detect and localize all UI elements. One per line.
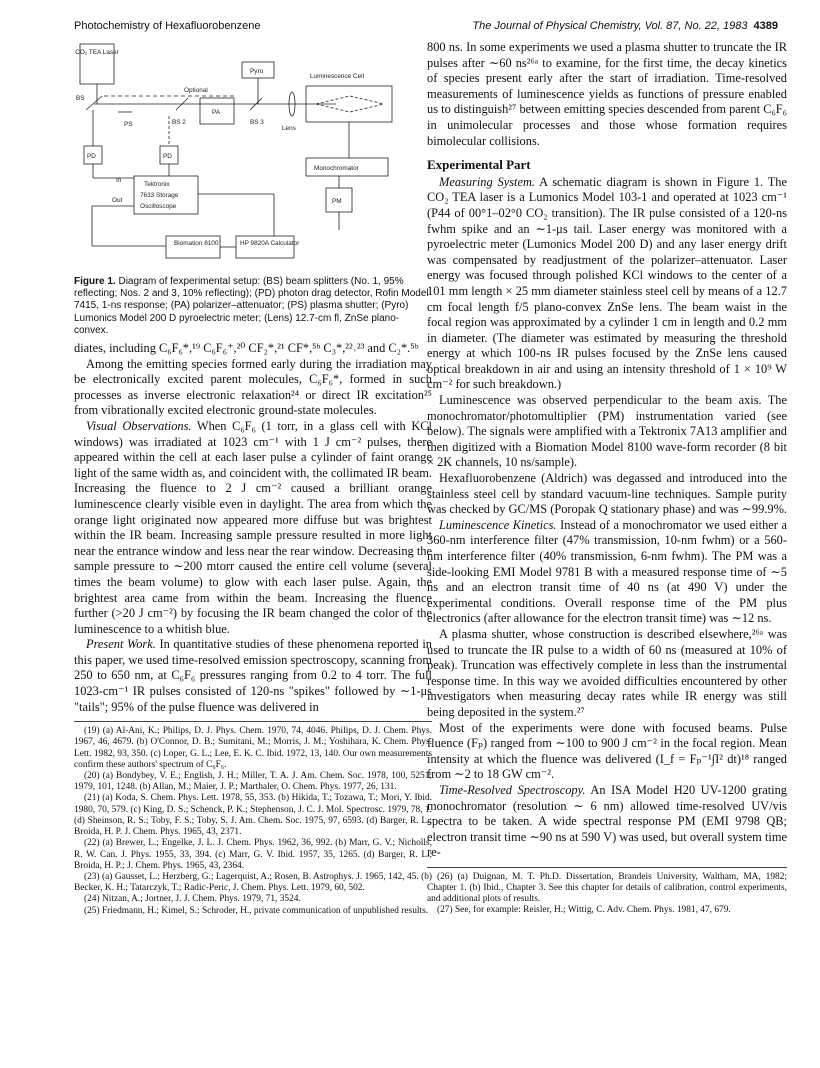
paragraph-plasma-intro: 800 ns. In some experiments we used a plasma shutter to truncate the IR pulses after ∼60 ns²⁶ᵃ to examine, for the first time, the decay kinetics of species present early after the start of irradiation. Time-resolved measurements of luminescence yields as functions of pressure enabled us to distinguish²⁷ between emitting species descended from parent C₆F₆ in unimolecular processes and those whose formation requires bimolecular collisions. [427,40,787,148]
biomation-label: Biomation 8100 [174,240,219,247]
cell-label: Luminescence Cell [310,73,364,80]
setup-diagram [74,40,432,270]
reference-20: (20) (a) Bondybey, V. E.; English, J. H.; Miller, T. A. J. Am. Chem. Soc. 1978, 100, 5251; 1979, 101, 1248. (b) Allan, M.; Maier, J. P.; Marthaler, O. Chem. Phys. 1977, 26, 131. [74,771,432,793]
reference-22: (22) (a) Brewer, L.; Engelke, J. L. J. Chem. Phys. 1962, 36, 992. (b) Marr, G. V.; Nicholls, R. W. Can. J. Phys. 1955, 33, 394. (c) Marr, G. V. Ibid. 1957, 35, 1265. (d) Barger, R. L.; Broida, H. P.; J. Chem. Phys. 1965, 43, 2364. [74,838,432,871]
journal-citation: The Journal of Physical Chemistry, Vol. 87, No. 22, 1983 [472,20,748,32]
scope-in-label: In [116,177,122,184]
paragraph-present-work [74,637,432,715]
kinetics-text: Instead of a monochromator we used either a 360-nm interference filter (47% transmission, 10-nm fwhm) or a 560-nm interference filter (40% transmission, 6-nm fwhm). The PM was a side-looking EMI Model 9781 B with a measured response time of ∼5 ns and an electron transit time of 40 ns (at 490 V) under the experimental conditions. Overall response time of the PM plus electronics (after allowance for the electron transit time) was ∼12 ns. [427,517,788,626]
cell-beam-b [316,104,350,112]
laser-label: CO₂ TEA Laser [75,49,119,56]
runin-measuring: Measuring System. [439,174,536,189]
paragraph-visual-observations [74,419,432,637]
paragraph-emitting-species: Among the emitting species formed early during the irradiation may be electronically excited parent molecules, C₆F₆*, formed in such processes as inverse electronic relaxation²⁴ or direct IR excitation²⁵ from vibrationally excited electronic ground-state molecules. [74,356,432,418]
reference-21: (21) (a) Koda, S. Chem. Phys. Lett. 1978, 55, 353. (b) Hikida, T.; Tozawa, T.; Mori, Y. Ibid. 1980, 70, 579. (c) King, D. S.; Schenck, P. K.; Stephenson, J. C. J. Mol. Spectrosc. 1979, 78, 1. (d) Sheinson, R. S.; Toby, F. S.; Toby, S. J. Am. Chem. Soc. 1975, 97, 6593. (d) Barger, R. L.; Broida, H. P. J. Chem. Phys. 1965, 43, 2371. [74,793,432,838]
visual-text: When C₆F₆ (1 torr, in a glass cell with KCl windows) was irradiated at 1023 cm⁻¹ with 1 J cm⁻² pulses, there appeared within the cell at each laser pulse a cylinder of faint orange light of the same width as, and coincident with, the collimated IR beam. Increasing the fluence to 2 J cm⁻² caused a brilliant orange luminescence clearly visible even in daylight. The area from which the orange light originated now appeared more diffuse but was brightest within the IR beam. Increasing sample pressure resulted in more light near the entrance window and less near the rear window. Decreasing the sample pressure to ∼200 mtorr caused the entire cell volume (several times the beam volume) to glow with each laser pulse. Again, the brightest area came from within the beam. Increasing the fluence further (>20 J cm⁻²) by focusing the IR beam changed the color of the luminescence to a whitish blue. [74,418,432,636]
pd1-label: PD [87,153,96,160]
right-column [427,40,787,917]
pd2-label: PD [163,153,172,160]
figure-caption [74,276,432,337]
bs2-label: BS 2 [172,119,186,126]
caption-text: Diagram of fexperimental setup: (BS) beam splitters (No. 1, 95% reflecting; Nos. 2 and 3, 10% reflecting); (PD) photon drag detector, Rofin Model 7415, 1-ns response; (PA) polarizer–attenuator; (PS) plasma shutter; (Pyro) Lumonics Model 200 D pyroelectric meter; (Lens) 12.7-cm fl, ZnSe plano-convex. [74,276,429,336]
reference-23: (23) (a) Gausset, L.; Herzberg, G.; Lagerquist, A.; Rosen, B. Astrophys. J. 1965, 142, 45. (b) Becker, K. H.; Tatarczyk, T.; Radic-Peric, J. Chem. Phys. Lett. 1979, 60, 502. [74,871,432,894]
runin-present: Present Work. [86,637,156,652]
scope-out-label: Out [112,197,123,204]
caption-label: Figure 1. [74,276,116,287]
bs1-mirror [86,96,102,110]
bs1-label: BS [76,95,85,102]
paragraph-time-resolved [427,783,787,861]
scope-label-1: Tektronix [144,181,170,188]
pm-label: PM [332,198,342,205]
reference-25: (25) Friedmann, H.; Kimel, S.; Schroder, H., private communication of unpublished results. [84,905,429,916]
cell-beam-d [350,104,384,112]
reference-24: (24) Nitzan, A.; Jortner, J. J. Chem. Phys. 1979, 71, 3524. [84,894,301,905]
scope-label-3: Oscilloscope [140,203,177,210]
runin-spectroscopy: Time-Resolved Spectroscopy. [439,782,586,797]
left-column [74,40,432,917]
lens-label: Lens [282,125,296,132]
runin-visual: Visual Observations. [86,418,192,433]
spectroscopy-text: An ISA Model H20 UV-1200 grating monochromator (resolution ∼ 6 nm) allowed time-resolved UV/vis spectra to be taken. A wide spectral response PM (EMI 9798 QB; electron transit time ∼90 ns at 590 V) was used, but overall system time re- [427,782,787,860]
running-header-right [472,20,778,32]
runin-kinetics: Luminescence Kinetics. [439,517,557,532]
mono-label: Monochromator [314,165,359,172]
bs3-label: BS 3 [250,119,264,126]
cell-beam-c [350,96,384,104]
paragraph-measuring-system [427,175,787,393]
reference-19: (19) (a) Al-Ani, K.; Philips, D. J. Phys. Chem. 1970, 74, 4046. Philips, D. J. Chem. Phys. 1967, 46, 4679. (b) O'Connor, D. B.; Sumitani, M.; Morris, J. M.; Yoshihara, K. Chem. Phys. Lett. 1982, 93, 350. (c) Loper, G. L.; Lee, E. K. C. Ibid. 1972, 13, 140. Our own measurements confirm these authors' spectrum of C₆F₆. [74,726,432,770]
paragraph-intermediates: diates, including C₆F₆*,¹⁹ C₆F₆⁺,²⁰ CF₂*,²¹ CF*,⁵ᵇ C₃*,²²˒²³ and C₂*.⁵ᵇ [74,341,419,356]
present-text: In quantitative studies of these phenomena reported in this paper, we used time-resolved emission spectroscopy, scanning from 250 to 650 nm, at C₆F₆ pressures ranging from 0.2 to 4 torr. The full 1023-cm⁻¹ IR pulses consisted of 120-ns "spikes" followed by ∼1-μs "tails"; 95% of the pulse fluence was delivered in [74,637,432,714]
footnotes-right [427,867,787,917]
hp-label: HP 9820A Calculator [240,240,300,247]
reference-26: (26) (a) Duignan, M. T. Ph.D. Dissertation, Brandeis University, Waltham, MA, 1982; Chapter 1. (b) Ibid., Chapter 3. See this chapter for details of calibration, control experiments, and additional plots of results. [427,871,787,905]
paragraph-luminescence-observed: Luminescence was observed perpendicular to the beam axis. The monochromator/photomultiplier (PM) instrumentation varied (see below). The signals were amplified with a Tektronix 7A13 amplifier and then digitized with a Biomation Model 8100 wave-form recorder (8 bit × 2K channels, 10 ns/sample). [427,393,787,470]
scope-label-2: 7633 Storage [140,192,179,199]
pa-label: PA [212,109,221,116]
measuring-text: A schematic diagram is shown in Figure 1. The CO₂ TEA laser is a Lumonics Model 103-1 and operated at 1023 cm⁻¹ (P44 of 00°1–02°0 CO₂ transition). The IR pulse consisted of a 120-ns fwhm spike and an ∼1-μs tail. Laser energy was monitored with a pyroelectric meter (Lumonics Model 200 D) and any laser energy drift was compensated by readjustment of the polarizer–attenuator. Laser energy was focused through polished KCl windows to the center of a 101 mm length × 25 mm diameter stainless steel cell by means of a 12.7 cm focal length f/5 plano-convex ZnSe lens. The beam waist in the focal region was approximated by a cylinder 1 cm in length and 0.2 mm in diameter. (The diameter was estimated by measuring the threshold energy at which 100-ns IR pulses focused by the ZnSe lens caused optical breakdown in air and using an intensity threshold of 1 × 10⁹ W cm⁻² for such breakdown.) [427,174,787,392]
pyro-label: Pyro [250,68,264,75]
paragraph-plasma-shutter: A plasma shutter, whose construction is described elsewhere,²⁶ᵃ was used to truncate the IR pulse to a width of 60 ns (measured at 10% of peak). Truncation was effectively complete in less than the instrumental response time. In this way we avoided difficulties encountered by other investigators when measuring decay rates while IR energy was still being deposited in the system.²⁷ [427,626,787,719]
ps-label: PS [124,121,133,128]
optional-label: Optional [184,87,208,94]
figure-1 [74,40,432,270]
paragraph-luminescence-kinetics [427,518,787,627]
reference-27: (27) See, for example: Reisler, H.; Wittig, C. Adv. Chem. Phys. 1981, 47, 679. [437,905,731,916]
page-number: 4389 [753,20,778,32]
cell-beam-a [316,96,350,104]
paragraph-hexafluorobenzene: Hexafluorobenzene (Aldrich) was degassed and introduced into the stainless steel cell by standard vacuum-line techniques. Sample purity was checked by GC/MS (Poropak Q stationary phase) and was ∼99.9%. [427,471,787,517]
running-header-left: Photochemistry of Hexafluorobenzene [74,20,261,32]
paragraph-focused-beams: Most of the experiments were done with focused beams. Pulse fluence (Fₚ) ranged from ∼100 to 900 J cm⁻² in the focal region. Mean intensity at which the fluence was delivered (I_f = Fₚ⁻¹∫I² dt)¹⁸ ranged from ∼2 to 18 GW cm⁻². [427,720,787,782]
section-heading-experimental: Experimental Part [427,157,531,173]
footnotes-left [74,721,432,916]
